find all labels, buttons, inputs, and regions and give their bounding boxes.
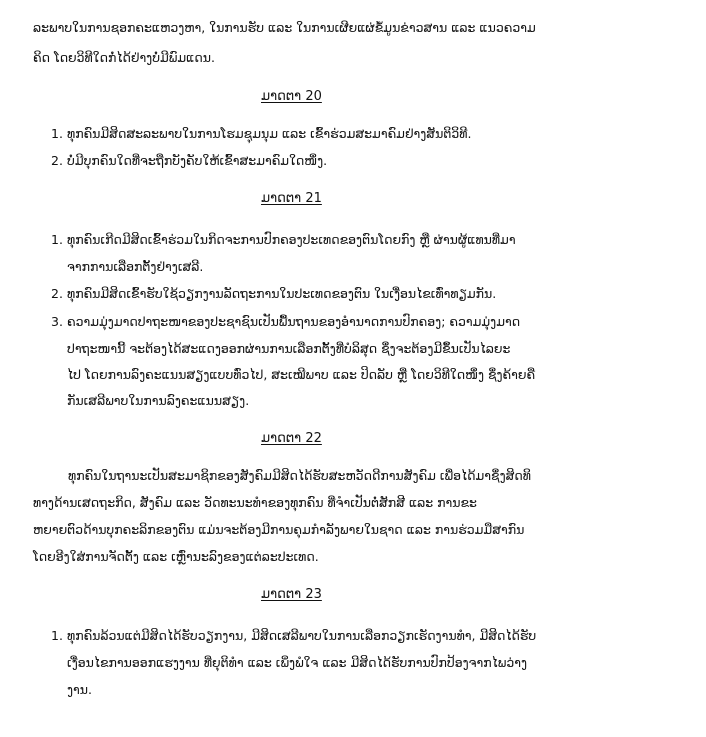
article-20-item-2: ບໍ່ມີບຸກຄົນໃດທີ່ຈະຖືກບັງຄັບໃຫ້ເຂົ້າສະມາຄົມໃດໜຶ່ງ. <box>67 153 328 168</box>
article-21-item-1: ທຸກຄົນເກີດມີສິດເຂົ້າຮ່ວມໃນກິດຈະການປົກຄອງປະເທດຂອງຕົນໂດຍກົງ ຫຼື ຜ່ານຜູ້ແທນທີ່ມາ <box>67 232 516 247</box>
article-23-item-1: ທຸກຄົນລ້ວນແຕ່ມີສິດໄດ້ຮັບວຽກງານ, ມີສິດເສລີພາບໃນການເລືອກວຽກເຮັດງານທຳ, ມີສິດໄດ້ຮັບ <box>67 628 537 643</box>
article-22-paragraph: ທຸກຄົນໃນຖານະເປັນສະມາຊິກຂອງສັງຄົມມີສິດໄດ້ຮັບສະຫວັດດີການສັງຄົມ ເພື່ອໄດ້ມາຊຶ່ງສິດທິ <box>68 468 531 483</box>
article-21-item-3: ໄປ ໂດຍການລົງຄະແນນສຽງແບບທົ່ວໄປ, ສະເໝີພາບ ແລະ ປິດລັບ ຫຼື ໂດຍວິທີໃດໜຶ່ງ ຊຶ່ງຄ້າຍຄື <box>67 367 536 382</box>
article-22-paragraph: ຫຍາຍຕົວດ້ານບຸກຄະລິກຂອງຕົນ ແມ່ນຈະຕ້ອງມີການຄຸມກຳລັງພາຍໃນຊາດ ແລະ ການຮ່ວມມືສາກົນ <box>33 522 525 537</box>
article-21-item-3: ປາຖະໜານີ້ ຈະຕ້ອງໄດ້ສະແດງອອກຜ່ານການເລືອກຕັ້ງທີ່ບໍລິສຸດ ຊຶ່ງຈະຕ້ອງມີຂຶ້ນເປັນໄລຍະ <box>67 341 511 356</box>
article-21-item-2: ທຸກຄົນມີສິດເຂົ້າຮັບໃຊ້ວຽກງານລັດຖະການໃນປະເທດຂອງຕົນ ໃນເງື່ອນໄຂເທົ່າທຽມກັນ. <box>67 286 497 301</box>
list-item-number: 2. <box>51 286 63 301</box>
article-23-item-1: ງານ. <box>67 682 92 697</box>
article-21-item-3: ກັນເສລີພາບໃນການລົງຄະແນນສຽງ. <box>67 393 250 408</box>
article-22-heading: ມາດຕາ 22 <box>261 431 322 446</box>
article-22-paragraph: ທາງດ້ານເສດຖະກິດ, ສັງຄົມ ແລະ ວັດທະນະທຳຂອງທຸກຄົນ ທີ່ຈຳເປັນຕໍ່ສັກສີ ແລະ ການຂະ <box>33 495 477 510</box>
list-item-number: 1. <box>51 126 63 141</box>
list-item-number: 3. <box>51 314 63 329</box>
intro-line: ຄິດ ໂດຍວິທີໃດກໍ່ໄດ້ຢ່າງບໍ່ມີພົມແດນ. <box>33 50 215 65</box>
article-21-item-1: ຈາກການເລືອກຕັ້ງຢ່າງເສລີ. <box>67 259 204 274</box>
list-item-number: 1. <box>51 232 63 247</box>
article-22-paragraph: ໂດຍອີງໃສ່ການຈັດຕັ້ງ ແລະ ເຫຼົ່ານະລົງຂອງແຕ່ລະປະເທດ. <box>33 549 319 564</box>
intro-line: ລະພາບໃນການຊອກຄະແຫວງຫາ, ໃນການຮັບ ແລະ ໃນການເຜີຍແຜ່ຂໍ້ມູນຂ່າວສານ ແລະ ແນວຄວາມ <box>33 20 536 35</box>
article-21-heading: ມາດຕາ 21 <box>261 191 322 206</box>
article-21-item-3: ຄວາມມຸ່ງມາດປາຖະໜາຂອງປະຊາຊົນເປັນພື້ນຖານຂອງອຳນາດການປົກຄອງ; ຄວາມມຸ່ງມາດ <box>67 314 521 329</box>
list-item-number: 2. <box>51 153 63 168</box>
article-20-item-1: ທຸກຄົນມີສິດສະລະພາບໃນການໂຮມຊຸມນຸມ ແລະ ເຂົ້າຮ່ວມສະມາຄົມຢ່າງສັນຕິວິທີ. <box>67 126 472 141</box>
article-20-heading: ມາດຕາ 20 <box>261 89 322 104</box>
article-23-item-1: ເງື່ອນໄຂການອອກແຮງງານ ທີ່ຍຸຕິທຳ ແລະ ເພິ່ງພໍໃຈ ແລະ ມີສິດໄດ້ຮັບການປົກປ້ອງຈາກໄພວ່າງ <box>67 655 527 670</box>
list-item-number: 1. <box>51 628 63 643</box>
article-23-heading: ມາດຕາ 23 <box>261 587 322 602</box>
